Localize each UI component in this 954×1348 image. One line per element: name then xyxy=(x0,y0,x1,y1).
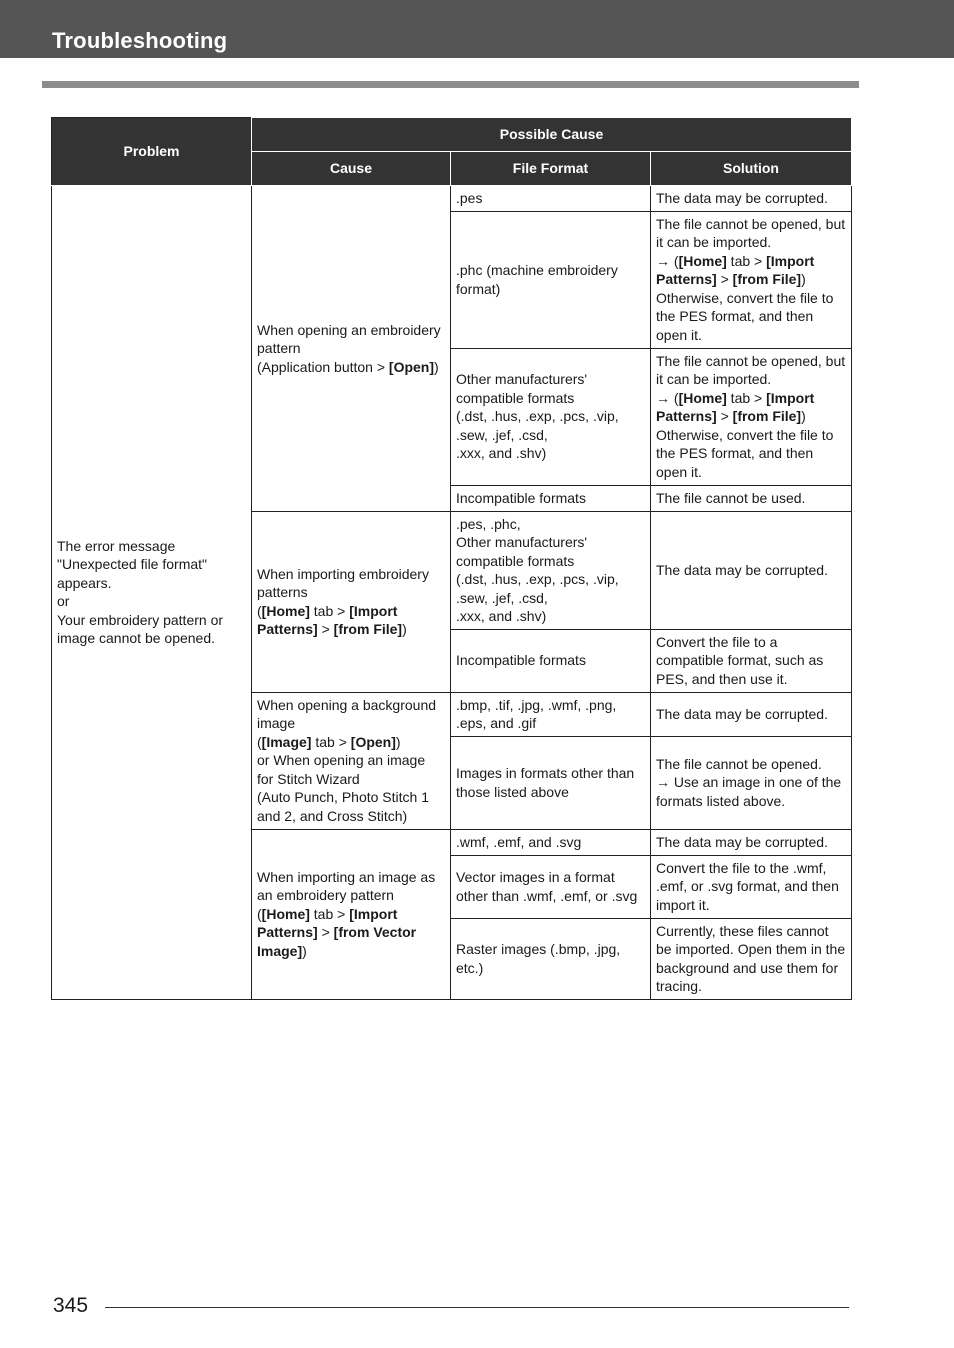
format-cell: .phc (machine embroidery format) xyxy=(451,211,651,348)
troubleshooting-table xyxy=(51,117,852,1000)
header-problem: Problem xyxy=(52,118,252,186)
format-cell: Incompatible formats xyxy=(451,629,651,692)
solution-cell: Currently, these files cannot be imported. Open them in the background and use them for tracing. xyxy=(651,918,852,999)
solution-cell: The file cannot be used. xyxy=(651,485,852,511)
solution-cell: The file cannot be opened. → Use an image in one of the formats listed above. xyxy=(651,736,852,829)
solution-cell: The file cannot be opened, but it can be imported. → ([Home] tab > [Import Patterns] > [from File]) Otherwise, convert the file to the PES format, and then open it. xyxy=(651,211,852,348)
format-cell: .pes, .phc, Other manufacturers' compatible formats (.dst, .hus, .exp, .pcs, .vip, .sew, .jef, .csd, .xxx, and .shv) xyxy=(451,511,651,629)
page-number: 345 xyxy=(53,1294,89,1317)
header-cause: Cause xyxy=(252,152,451,186)
format-cell: Images in formats other than those listed above xyxy=(451,736,651,829)
cause-cell: When importing embroidery patterns ([Home] tab > [Import Patterns] > [from File]) xyxy=(252,511,451,692)
solution-cell: The file cannot be opened, but it can be imported. → ([Home] tab > [Import Patterns] > [from File]) Otherwise, convert the file to the PES format, and then open it. xyxy=(651,348,852,485)
page-title: Troubleshooting xyxy=(52,28,228,53)
problem-line: "Unexpected file format" xyxy=(57,556,208,573)
solution-cell: The data may be corrupted. xyxy=(651,511,852,629)
problem-cell xyxy=(52,186,252,1000)
format-cell: .wmf, .emf, and .svg xyxy=(451,829,651,855)
format-cell: Other manufacturers' compatible formats (.dst, .hus, .exp, .pcs, .vip, .sew, .jef, .csd, .xxx, and .shv) xyxy=(451,348,651,485)
format-cell: Incompatible formats xyxy=(451,485,651,511)
format-cell: .pes xyxy=(451,186,651,212)
format-cell: .bmp, .tif, .jpg, .wmf, .png, .eps, and .gif xyxy=(451,692,651,736)
cause-cell: When opening an embroidery pattern (Application button > [Open]) xyxy=(252,186,451,512)
solution-cell: The data may be corrupted. xyxy=(651,692,852,736)
footer-rule xyxy=(105,1307,849,1308)
table-row xyxy=(52,186,852,212)
cause-cell: When importing an image as an embroidery pattern ([Home] tab > [Import Patterns] > [from Vector Image]) xyxy=(252,829,451,999)
format-cell: Vector images in a format other than .wmf, .emf, or .svg xyxy=(451,855,651,918)
solution-cell: Convert the file to the .wmf, .emf, or .svg format, and then import it. xyxy=(651,855,852,918)
header-file-format: File Format xyxy=(451,152,651,186)
problem-line: The error message xyxy=(57,537,176,554)
format-cell: Raster images (.bmp, .jpg, etc.) xyxy=(451,918,651,999)
cause-cell: When opening a background image ([Image] tab > [Open]) or When opening an image for Stitch Wizard (Auto Punch, Photo Stitch 1 and 2, and Cross Stitch) xyxy=(252,692,451,829)
solution-cell: The data may be corrupted. xyxy=(651,829,852,855)
header-solution: Solution xyxy=(651,152,852,186)
problem-line: appears. xyxy=(57,574,112,591)
header-underline xyxy=(42,81,859,88)
solution-cell: The data may be corrupted. xyxy=(651,186,852,212)
header-possible-cause: Possible Cause xyxy=(252,118,852,152)
problem-line: Your embroidery pattern or image cannot be opened. xyxy=(57,611,224,647)
solution-cell: Convert the file to a compatible format, such as PES, and then use it. xyxy=(651,629,852,692)
problem-line: or xyxy=(57,593,70,610)
